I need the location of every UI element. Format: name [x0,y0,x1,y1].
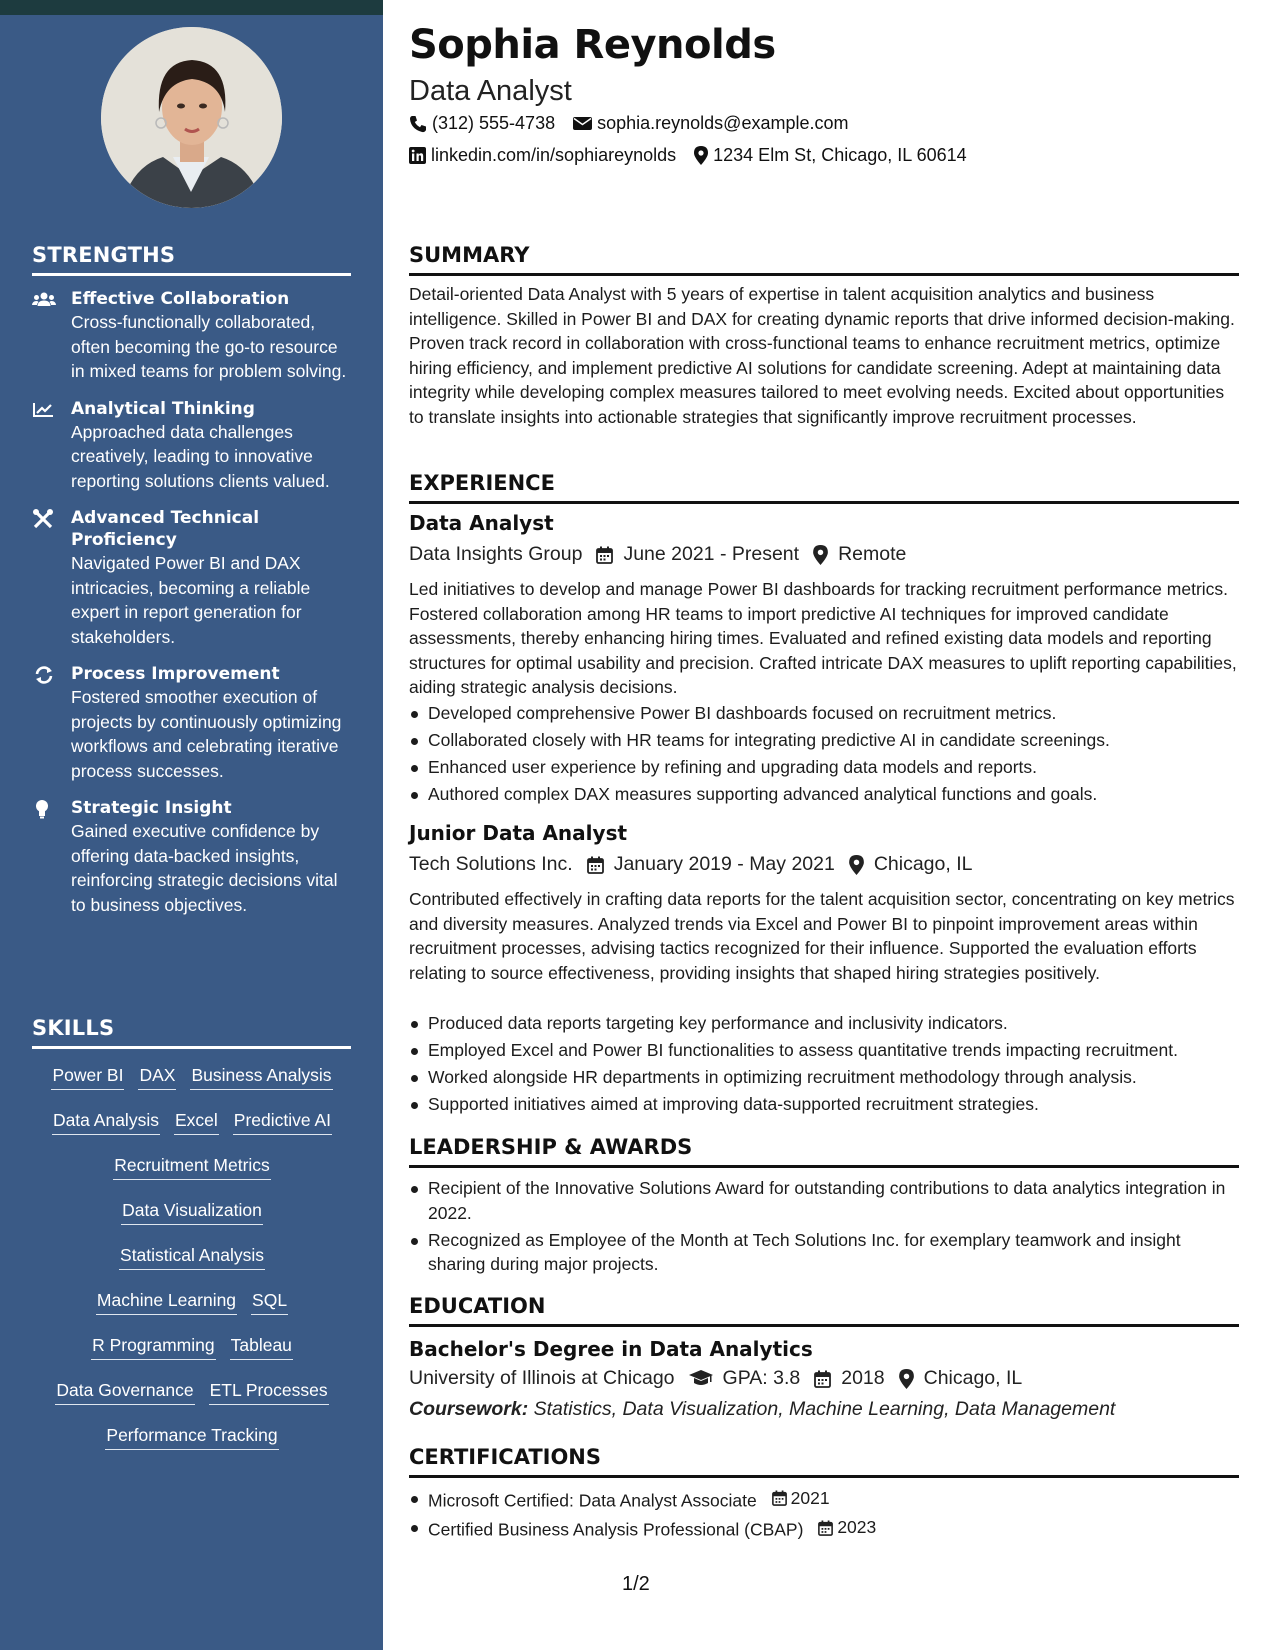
certification-item [409,1515,1239,1542]
strength-item [32,663,352,783]
profile-photo [101,27,282,208]
bullet-item: Employed Excel and Power BI functionalities to assess quantitative trends impacting recruitment. [409,1038,1239,1063]
leadership-list [409,1176,1239,1279]
job-title: Data Analyst [409,511,554,535]
job-meta [409,853,986,876]
envelope-icon [573,116,592,131]
email-contact [573,113,848,134]
skill-tag: Performance Tracking [105,1423,278,1450]
certification-year [772,1486,830,1511]
certification-item [409,1486,1239,1513]
skill-row [32,1063,352,1108]
phone-number: (312) 555-4738 [432,113,556,133]
degree-title: Bachelor's Degree in Data Analytics [409,1337,813,1361]
strength-description: Approached data challenges creatively, leading to innovative reporting solutions clients valued. [71,421,330,491]
page-number: 1/2 [622,1573,650,1595]
skill-row [32,1198,352,1243]
calendar-icon [772,1490,787,1506]
skill-row [32,1153,352,1198]
strength-item [32,398,352,494]
skills-heading: SKILLS [32,1016,351,1049]
job-bullets [409,701,1239,809]
certification-name: Microsoft Certified: Data Analyst Associate [428,1490,757,1511]
award-item: Recognized as Employee of the Month at Tech Solutions Inc. for exemplary teamwork and insight sharing during major projects. [409,1228,1239,1277]
map-marker-icon [899,1369,914,1389]
award-item: Recipient of the Innovative Solutions Award for outstanding contributions to data analytics integration in 2022. [409,1176,1239,1225]
summary-text: Detail-oriented Data Analyst with 5 years of expertise in talent acquisition analytics and business intelligence. Skilled in Power BI and DAX for creating dynamic reports that drive informed decision-making. Proven track record in collaboration with cross-functional teams to enhance recruitment metrics, optimize hiring efficiency, and implement predictive AI solutions for candidate screening. Adept at maintaining data integrity while developing complex measures tailored to meet evolving needs. Excited about opportunities to translate insights into actionable strategies that significantly improve recruitment processes. [409,284,1235,427]
skill-tag: Recruitment Metrics [113,1153,271,1180]
job-dates [596,543,799,566]
company-name: Tech Solutions Inc. [409,853,573,875]
education-location-text: Chicago, IL [923,1367,1023,1389]
tools-icon [32,509,56,529]
strengths-list [32,288,352,931]
certification-name: Certified Business Analysis Professional (CBAP) [428,1519,804,1540]
education-meta [409,1367,1036,1390]
bullet-item: Collaborated closely with HR teams for integrating predictive AI in candidate screenings. [409,728,1239,753]
strength-item [32,288,352,384]
strength-title: Process Improvement [71,664,280,684]
skill-tag: Data Governance [55,1378,194,1405]
lightbulb-icon [32,799,56,819]
linkedin-icon [409,147,426,164]
job-location-text: Remote [838,543,907,565]
strength-title: Strategic Insight [71,798,232,818]
avatar [101,27,282,208]
email-link[interactable]: sophia.reynolds@example.com [597,113,849,133]
strength-item [32,507,352,649]
education-location [899,1367,1023,1390]
coursework [409,1398,1115,1421]
job-location-text: Chicago, IL [873,853,973,875]
linkedin-link[interactable]: linkedin.com/in/sophiareynolds [431,145,677,165]
skill-tag: Power BI [51,1063,124,1090]
skill-tag: Predictive AI [233,1108,332,1135]
candidate-title: Data Analyst [409,75,572,107]
skill-tag: Excel [174,1108,219,1135]
phone-icon [409,115,427,133]
contact-row [409,113,867,134]
chart-line-icon [32,400,56,420]
address-contact [694,145,967,166]
calendar-icon [587,856,604,874]
skill-tag: Statistical Analysis [119,1243,265,1270]
summary-heading: SUMMARY [409,243,1239,276]
job-dates [587,853,835,876]
coursework-label: Coursework: [409,1398,529,1420]
bullet-item: Worked alongside HR departments in optimizing recruitment methodology through analysis. [409,1065,1239,1090]
skill-tag: Data Visualization [121,1198,263,1225]
map-marker-icon [813,545,828,565]
sync-icon [32,665,56,685]
calendar-icon [814,1370,831,1388]
address-text: 1234 Elm St, Chicago, IL 60614 [713,145,967,165]
strength-title: Effective Collaboration [71,289,290,309]
skill-tag: SQL [251,1288,288,1315]
skill-tag: Business Analysis [190,1063,332,1090]
strengths-heading: STRENGTHS [32,243,351,276]
strength-title: Analytical Thinking [71,398,255,419]
job-title: Junior Data Analyst [409,821,628,845]
bullet-item: Authored complex DAX measures supporting advanced analytical functions and goals. [409,782,1239,807]
skill-tag: R Programming [91,1333,216,1360]
coursework-text: Statistics, Data Visualization, Machine Learning, Data Management [533,1398,1116,1420]
certification-year-text: 2021 [790,1488,830,1508]
sidebar [0,0,383,1650]
skills-list [32,1063,352,1468]
strength-description: Gained executive confidence by offering data-backed insights, reinforcing strategic decisions vital to business objectives. [71,821,338,915]
skill-row [32,1288,352,1333]
bullet-item: Supported initiatives aimed at improving data-supported recruitment strategies. [409,1092,1239,1117]
job-description: Led initiatives to develop and manage Power BI dashboards for tracking recruitment performance metrics. Fostered collaboration among HR teams to import predictive AI techniques for improved candidate assessments, thereby enhancing hiring times. Evaluated and refined existing data models and reporting structures for optimal usability and precision. Crafted intricate DAX measures to uplift reporting capabilities, aiding strategic analysis decisions. [409,579,1237,697]
certifications-heading: CERTIFICATIONS [409,1445,1239,1478]
bullet-item: Developed comprehensive Power BI dashboards focused on recruitment metrics. [409,701,1239,726]
year-text: 2018 [841,1367,885,1389]
job-meta [409,543,920,566]
certification-year-text: 2023 [837,1517,877,1538]
calendar-icon [818,1520,833,1536]
job-dates-text: January 2019 - May 2021 [613,853,835,875]
certifications-list [409,1486,1239,1545]
skill-row [32,1423,352,1468]
skill-row [32,1378,352,1423]
strength-item [32,797,352,917]
calendar-icon [596,546,613,564]
strength-description: Cross-functionally collaborated, often becoming the go-to resource in mixed teams for problem solving. [71,312,347,381]
map-marker-icon [849,855,864,875]
map-marker-icon [694,146,708,165]
gpa [689,1367,801,1390]
job-description: Contributed effectively in crafting data reports for the talent acquisition sector, concentrating on key metrics and diversity measures. Analyzed trends via Excel and Power BI to pinpoint improvement areas within recruitment processes, advising tactics recognized for their influence. Supported the evaluation efforts relating to source effectiveness, providing insights that shaped hiring strategies positively. [409,889,1235,983]
gpa-text: GPA: 3.8 [722,1367,801,1389]
strength-title: Advanced Technical Proficiency [71,508,260,550]
strength-description: Navigated Power BI and DAX intricacies, becoming a reliable expert in report generation for stakeholders. [71,553,311,647]
linkedin-contact [409,145,676,166]
candidate-name: Sophia Reynolds [409,22,776,68]
skill-tag: Data Analysis [52,1108,160,1135]
skill-tag: Machine Learning [96,1288,237,1315]
skill-tag: DAX [138,1063,176,1090]
job-bullets [409,1011,1239,1119]
graduation-cap-icon [689,1370,713,1387]
education-heading: EDUCATION [409,1294,1239,1327]
users-icon [32,290,56,310]
job-dates-text: June 2021 - Present [623,543,800,565]
contact-row [409,145,985,166]
school-name: University of Illinois at Chicago [409,1367,675,1389]
skill-tag: ETL Processes [209,1378,329,1405]
skill-tag: Tableau [230,1333,293,1360]
phone-contact [409,113,555,134]
job-location [849,853,973,876]
leadership-heading: LEADERSHIP & AWARDS [409,1135,1239,1168]
bullet-item: Enhanced user experience by refining and upgrading data models and reports. [409,755,1239,780]
graduation-year [814,1367,884,1390]
skill-row [32,1333,352,1378]
bullet-item: Produced data reports targeting key performance and inclusivity indicators. [409,1011,1239,1036]
company-name: Data Insights Group [409,543,583,565]
skill-row [32,1243,352,1288]
strength-description: Fostered smoother execution of projects by continuously optimizing workflows and celebrating iterative process successes. [71,687,342,781]
skill-row [32,1108,352,1153]
certification-year [818,1515,876,1540]
sidebar-top-bar [0,0,383,15]
job-location [813,543,906,566]
experience-heading: EXPERIENCE [409,471,1239,504]
